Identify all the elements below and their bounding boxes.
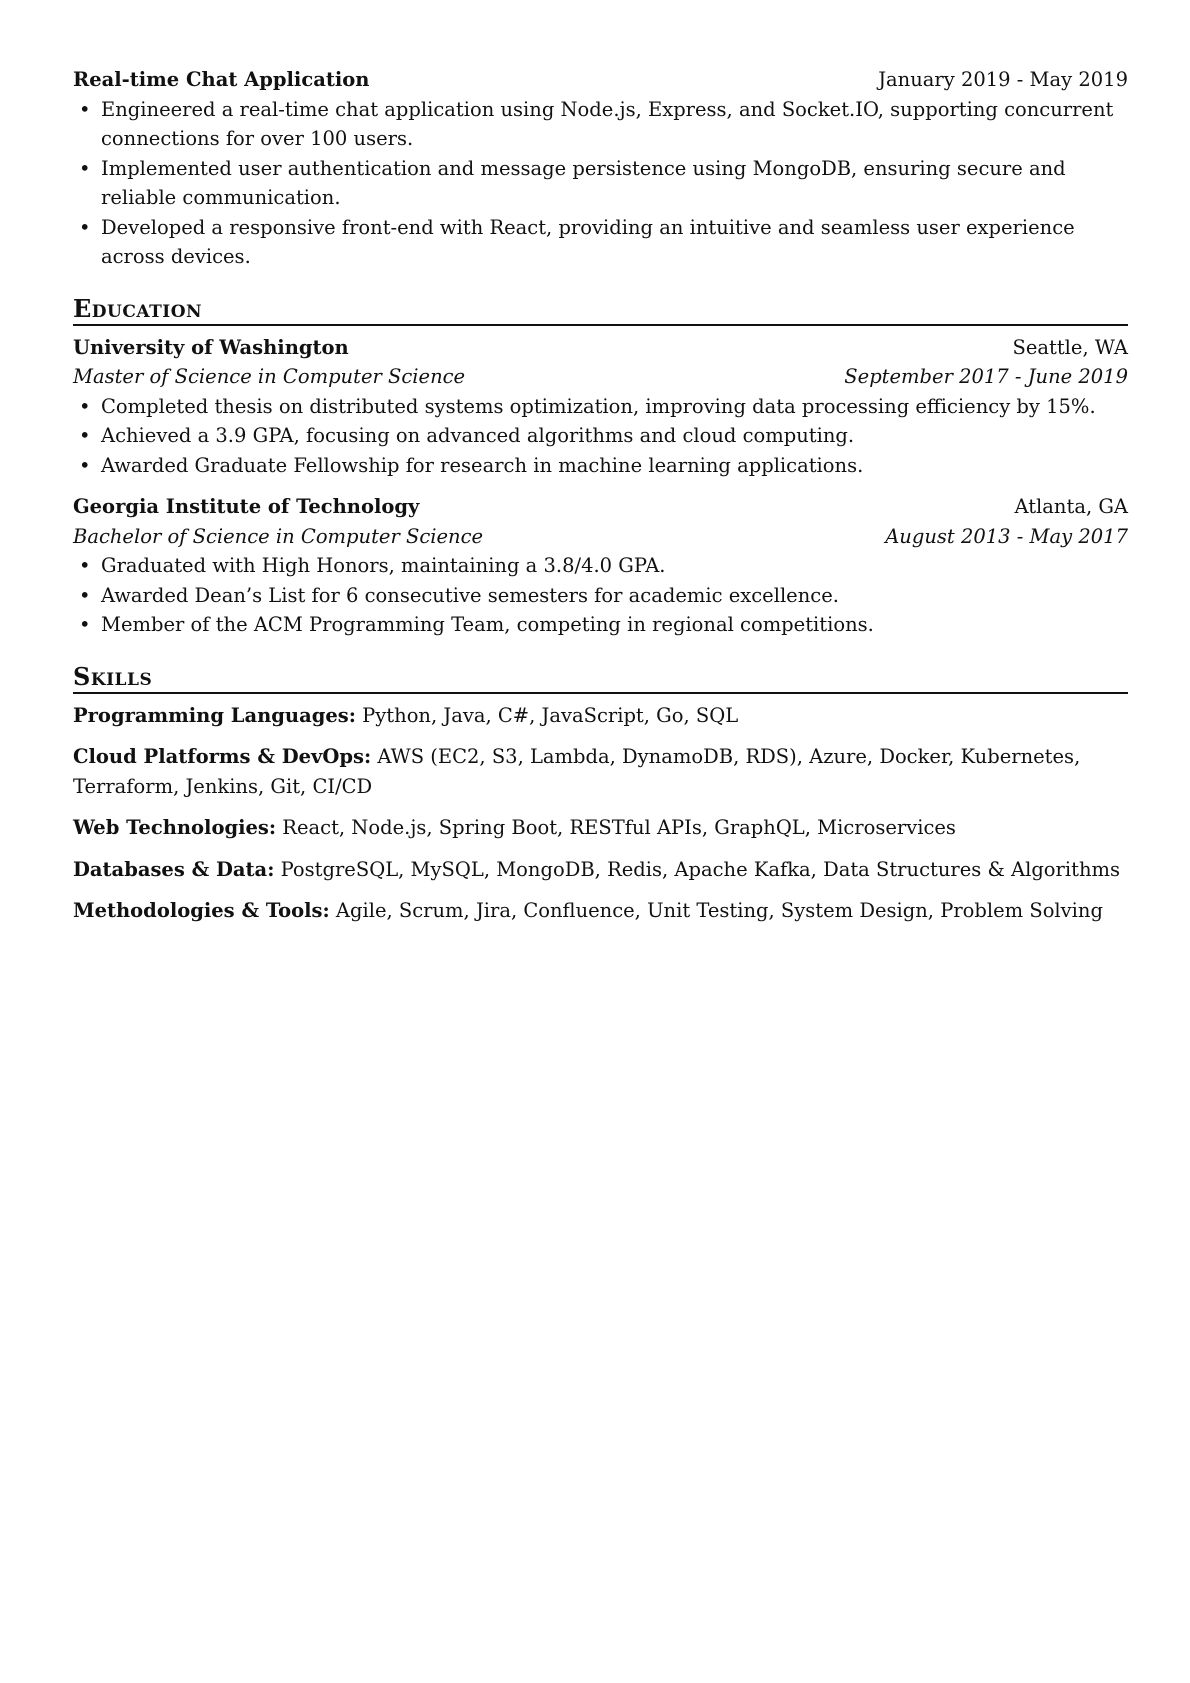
school-location: Atlanta, GA bbox=[1014, 495, 1128, 518]
education-header bbox=[73, 492, 1128, 522]
list-item: • Engineered a real-time chat application using Node.js, Express, and Socket.IO, supporting concurrent connections for over 100 users. bbox=[73, 95, 1128, 154]
education-entry bbox=[73, 492, 1128, 640]
school-location: Seattle, WA bbox=[1012, 335, 1128, 359]
list-item: • Implemented user authentication and message persistence using MongoDB, ensuring secure and reliable communication. bbox=[73, 154, 1128, 213]
skill-row bbox=[73, 813, 1128, 843]
skills-heading: Skills bbox=[73, 662, 1128, 694]
skill-label: Web Technologies: bbox=[73, 816, 277, 839]
list-item: • Graduated with High Honors, maintaining a 3.8/4.0 GPA. bbox=[73, 551, 1128, 581]
school-name: University of Washington bbox=[73, 335, 349, 359]
list-item: • Member of the ACM Programming Team, competing in regional competitions. bbox=[73, 610, 1128, 640]
degree-row bbox=[73, 522, 1128, 552]
list-item: • Achieved a 3.9 GPA, focusing on advanced algorithms and cloud computing. bbox=[73, 421, 1128, 451]
degree-dates: September 2017 - June 2019 bbox=[844, 365, 1128, 388]
bullet-icon: • bbox=[79, 156, 91, 180]
project-dates: January 2019 - May 2019 bbox=[878, 68, 1128, 91]
skill-label: Programming Languages: bbox=[73, 703, 356, 727]
project-title: Real-time Chat Application bbox=[73, 68, 370, 91]
project-entry bbox=[73, 65, 1128, 272]
bullet-icon: • bbox=[79, 394, 91, 418]
bullet-icon: • bbox=[79, 554, 91, 577]
degree-name: Bachelor of Science in Computer Science bbox=[73, 524, 484, 548]
degree-dates: August 2013 - May 2017 bbox=[885, 524, 1128, 548]
resume-page bbox=[73, 65, 1128, 938]
skill-value: React, Node.js, Spring Boot, RESTful APIs, GraphQL, Microservices bbox=[282, 816, 956, 839]
skill-label: Cloud Platforms & DevOps: bbox=[73, 745, 372, 768]
list-item: • Awarded Dean’s List for 6 consecutive semesters for academic excellence. bbox=[73, 581, 1128, 611]
bullet-icon: • bbox=[79, 453, 91, 477]
skill-label: Methodologies & Tools: bbox=[73, 899, 330, 922]
education-header bbox=[73, 333, 1128, 363]
bullet-icon: • bbox=[79, 424, 91, 447]
list-item: • Developed a responsive front-end with React, providing an intuitive and seamless user experience across devices. bbox=[73, 213, 1128, 272]
skill-row bbox=[73, 742, 1128, 801]
bullet-icon: • bbox=[79, 613, 91, 636]
skill-row bbox=[73, 701, 1128, 731]
skill-value: PostgreSQL, MySQL, MongoDB, Redis, Apache Kafka, Data Structures & Algorithms bbox=[280, 857, 1120, 881]
skill-value: Agile, Scrum, Jira, Confluence, Unit Testing, System Design, Problem Solving bbox=[335, 899, 1103, 922]
education-heading: Education bbox=[73, 294, 1128, 326]
bullet-icon: • bbox=[79, 97, 91, 121]
education-bullets bbox=[73, 392, 1128, 481]
school-name: Georgia Institute of Technology bbox=[73, 495, 420, 518]
bullet-icon: • bbox=[79, 583, 91, 607]
project-bullets bbox=[73, 95, 1128, 272]
list-item: • Completed thesis on distributed systems optimization, improving data processing efficiency by 15%. bbox=[73, 392, 1128, 422]
bullet-icon: • bbox=[79, 215, 91, 239]
skill-value: Python, Java, C#, JavaScript, Go, SQL bbox=[362, 703, 739, 727]
degree-name: Master of Science in Computer Science bbox=[73, 365, 466, 388]
skill-label: Databases & Data: bbox=[73, 857, 275, 881]
skill-row bbox=[73, 855, 1128, 885]
degree-row bbox=[73, 362, 1128, 392]
list-item: • Awarded Graduate Fellowship for research in machine learning applications. bbox=[73, 451, 1128, 481]
skill-value: AWS (EC2, S3, Lambda, DynamoDB, RDS), Azure, Docker, Kubernetes, Terraform, Jenkins, Git, CI/CD bbox=[73, 745, 1081, 798]
skill-row bbox=[73, 896, 1128, 926]
education-entry bbox=[73, 333, 1128, 481]
project-header bbox=[73, 65, 1128, 95]
education-bullets bbox=[73, 551, 1128, 640]
